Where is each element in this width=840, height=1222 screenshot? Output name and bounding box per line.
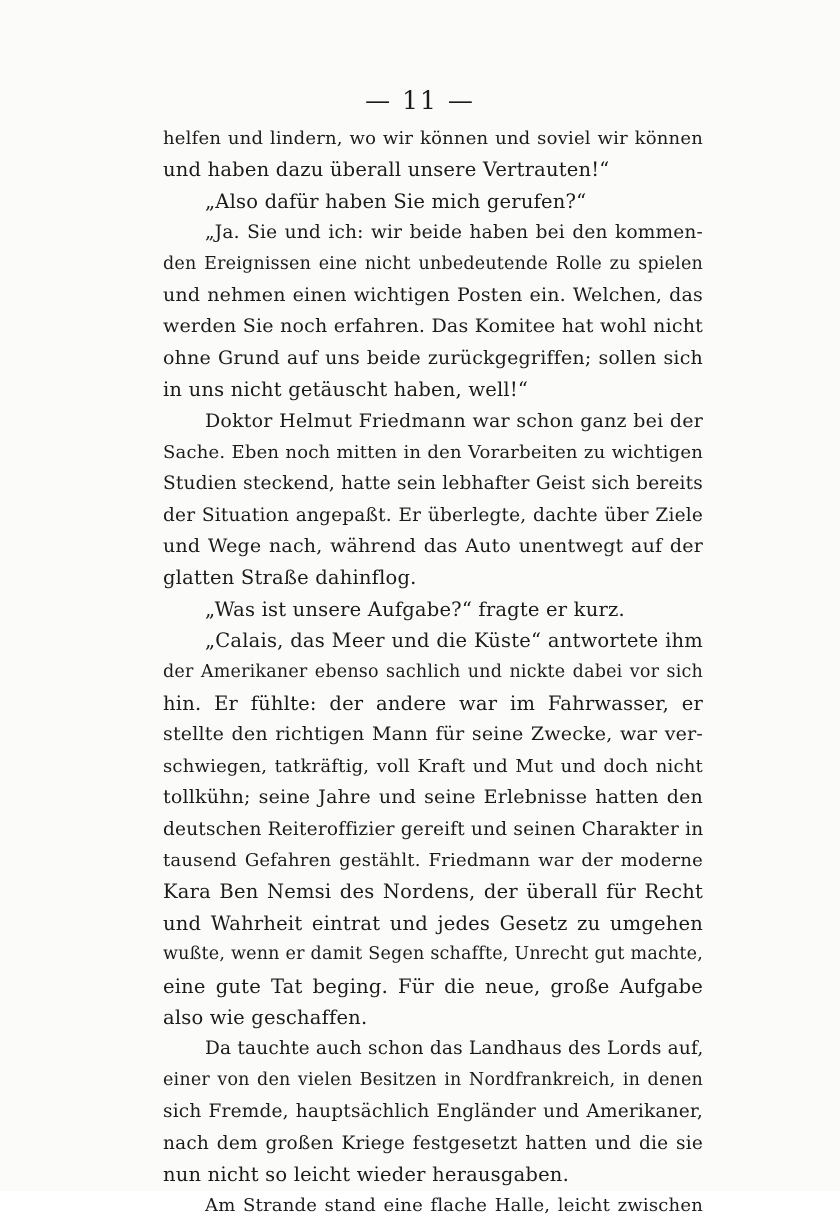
text-line: und nehmen einen wichtigen Posten ein. Welchen, das bbox=[163, 283, 703, 306]
text-line: tausend Gefahren gestählt. Friedmann war der moderne bbox=[163, 849, 703, 871]
text-line: in uns nicht getäuscht haben, well!“ bbox=[163, 378, 529, 402]
text-line: „Was ist unsere Aufgabe?“ fragte er kurz. bbox=[205, 597, 625, 621]
text-line: helfen und lindern, wo wir können und soviel wir können bbox=[163, 128, 703, 149]
text-line: „Calais, das Meer und die Küste“ antwortete ihm bbox=[205, 629, 703, 653]
text-line: schwiegen, tatkräftig, voll Kraft und Mut und doch nicht bbox=[163, 755, 703, 777]
text-line: einer von den vielen Besitzen in Nordfrankreich, in denen bbox=[163, 1069, 703, 1090]
text-line: tollkühn; seine Jahre und seine Erlebnisse hatten den bbox=[163, 786, 703, 809]
text-line: eine gute Tat beging. Für die neue, große Aufgabe bbox=[163, 974, 703, 998]
text-line: und haben dazu überall unsere Vertrauten!“ bbox=[163, 158, 610, 182]
text-line: Studien steckend, hatte sein lebhafter Geist sich bereits bbox=[163, 473, 703, 495]
text-line: wußte, wenn er damit Segen schaffte, Unrecht gut machte, bbox=[163, 944, 703, 965]
text-line: Kara Ben Nemsi des Nordens, der überall für Recht bbox=[163, 880, 703, 904]
body-text bbox=[163, 123, 703, 1222]
text-line: Doktor Helmut Friedmann war schon ganz bei der bbox=[205, 409, 703, 432]
text-line: der Situation angepaßt. Er überlegte, dachte über Ziele bbox=[163, 504, 703, 526]
text-line: nach dem großen Kriege festgesetzt hatten und die sie bbox=[163, 1132, 703, 1154]
text-line: also wie geschaffen. bbox=[163, 1005, 368, 1029]
text-line: ohne Grund auf uns beide zurückgegriffen; sollen sich bbox=[163, 346, 703, 369]
text-line: „Ja. Sie und ich: wir beide haben bei den kommen- bbox=[205, 222, 703, 244]
text-line: stellte den richtigen Mann für seine Zwecke, war ver- bbox=[163, 723, 703, 746]
text-line: und Wege nach, während das Auto unentwegt auf der bbox=[163, 535, 703, 558]
text-line: glatten Straße dahinflog. bbox=[163, 566, 417, 590]
text-line: werden Sie noch erfahren. Das Komitee hat wohl nicht bbox=[163, 315, 703, 338]
text-line: und Wahrheit eintrat und jedes Gesetz zu umgehen bbox=[163, 911, 703, 935]
text-line: deutschen Reiteroffizier gereift und seinen Charakter in bbox=[163, 818, 703, 840]
page-number: — 11 — bbox=[365, 86, 475, 115]
text-line: der Amerikaner ebenso sachlich und nickte dabei vor sich bbox=[163, 661, 703, 682]
text-line: nun nicht so leicht wieder herausgaben. bbox=[163, 1162, 569, 1186]
text-line: sich Fremde, hauptsächlich Engländer und Amerikaner, bbox=[163, 1101, 703, 1123]
text-line: hin. Er fühlte: der andere war im Fahrwasser, er bbox=[163, 692, 703, 716]
text-line: Sache. Eben noch mitten in den Vorarbeiten zu wichtigen bbox=[163, 441, 703, 463]
text-line: Am Strande stand eine flache Halle, leicht zwischen bbox=[205, 1195, 703, 1217]
text-line: „Also dafür haben Sie mich gerufen?“ bbox=[205, 189, 587, 213]
text-line: Da tauchte auch schon das Landhaus des Lords auf, bbox=[205, 1038, 703, 1060]
text-line: den Ereignissen eine nicht unbedeutende Rolle zu spielen bbox=[163, 253, 703, 274]
